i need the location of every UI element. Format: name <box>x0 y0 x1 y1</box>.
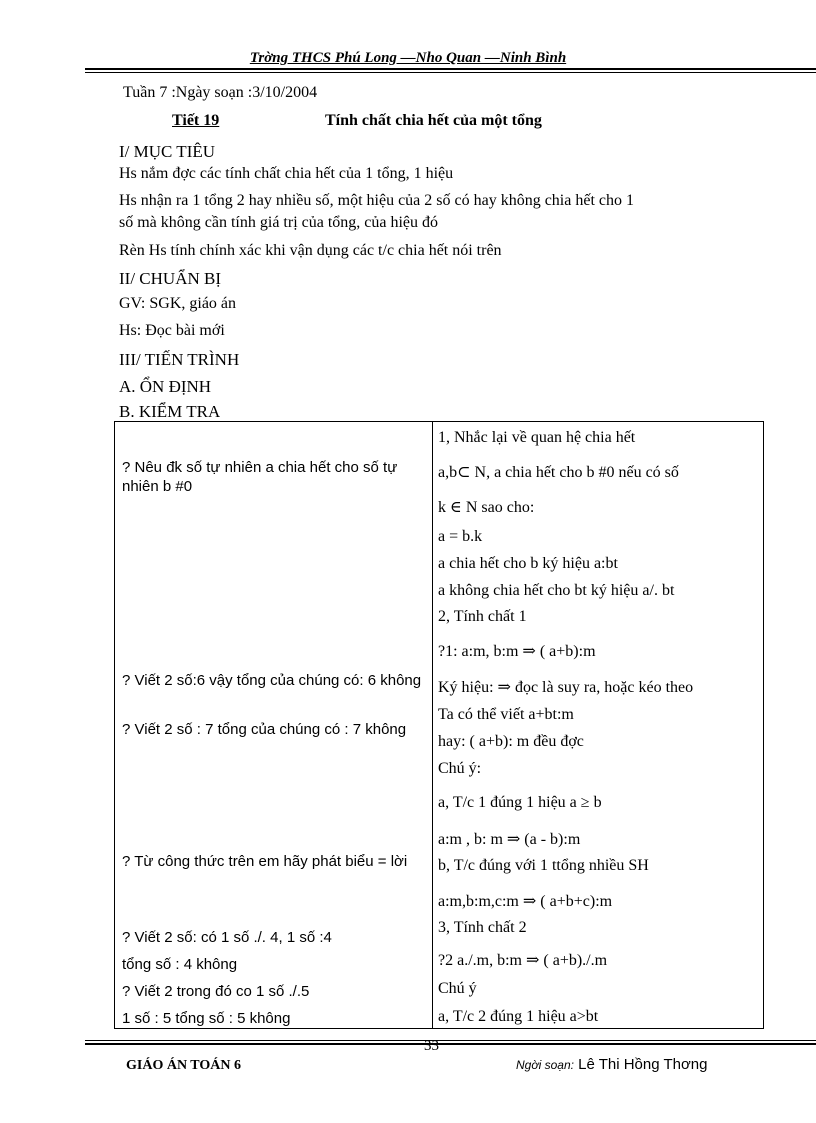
teacher-questions-cell <box>115 422 433 1029</box>
header-rule-bottom <box>85 72 816 73</box>
answer-line-9: Ký hiệu: ⇒ đọc là suy ra, hoặc kéo theo <box>438 679 694 696</box>
question-3: ? Viết 2 số : 7 tổng của chúng có : 7 không <box>122 721 407 738</box>
answer-line-16: a:m,b:m,c:m ⇒ ( a+b+c):m <box>438 893 613 910</box>
step-a: A. ỔN ĐỊNH <box>119 377 212 396</box>
answer-line-5: a chia hết cho b ký hiệu a:bt <box>438 555 618 572</box>
footer-author <box>516 1056 708 1073</box>
question-5: ? Viết 2 số: có 1 số ./. 4, 1 số :4 <box>122 929 332 946</box>
question-4: ? Từ công thức trên em hãy phát biểu = lời <box>122 853 408 870</box>
process-heading: III/ TIẾN TRÌNH <box>119 350 240 369</box>
answer-line-20: a, T/c 2 đúng 1 hiệu a>bt <box>438 1008 599 1025</box>
objectives-heading: I/ MỤC TIÊU <box>119 142 216 161</box>
answer-line-1: 1, Nhắc lại về quan hệ chia hết <box>438 429 636 446</box>
question-6: tổng số : 4 không <box>122 956 238 973</box>
page-number: 33 <box>424 1038 439 1054</box>
prep-hs: Hs: Đọc bài mới <box>119 322 225 339</box>
footer-rule-top <box>85 1040 816 1041</box>
answer-line-4: a = b.k <box>438 528 483 545</box>
answer-line-15: b, T/c đúng với 1 ttổng nhiều SH <box>438 857 649 874</box>
week-date: Tuần 7 :Ngày soạn :3/10/2004 <box>123 84 318 101</box>
answer-line-10: Ta có thể viết a+bt:m <box>438 706 574 723</box>
objective-2b: số mà không cần tính giá trị của tổng, của hiệu đó <box>119 214 439 231</box>
lesson-title: Tính chất chia hết của một tổng <box>325 112 542 129</box>
school-header: Trờng THCS Phú Long —Nho Quan —Ninh Bình <box>249 50 567 66</box>
author-name: Lê Thi Hồng Thơng <box>578 1056 708 1073</box>
step-b: B. KIỂM TRA <box>119 402 221 421</box>
answer-line-18: ?2 a./.m, b:m ⇒ ( a+b)./.m <box>438 952 608 969</box>
answer-line-11: hay: ( a+b): m đều đợc <box>438 733 584 750</box>
answer-line-17: 3, Tính chất 2 <box>438 919 527 936</box>
table-row <box>115 422 764 1029</box>
question-8: 1 số : 5 tổng số : 5 không <box>122 1010 291 1027</box>
question-2: ? Viết 2 số:6 vậy tổng của chúng có: 6 không <box>122 672 422 689</box>
student-answers-cell <box>433 422 764 1029</box>
objective-3: Rèn Hs tính chính xác khi vận dụng các t/c chia hết nói trên <box>119 242 502 259</box>
prep-gv: GV: SGK, giáo án <box>119 295 237 312</box>
answer-line-2: a,b⊂ N, a chia hết cho b #0 nếu có số <box>438 464 679 481</box>
header-rule-top <box>85 68 816 70</box>
footer-title: GIÁO ÁN TOÁN 6 <box>126 1058 242 1073</box>
answer-line-6: a không chia hết cho bt ký hiệu a/. bt <box>438 582 675 599</box>
answer-line-14: a:m , b: m ⇒ (a - b):m <box>438 831 581 848</box>
question-7: ? Viết 2 trong đó co 1 số ./.5 <box>122 983 310 1000</box>
answer-line-13: a, T/c 1 đúng 1 hiệu a ≥ b <box>438 794 602 811</box>
answer-line-3: k ∈ N sao cho: <box>438 499 535 516</box>
answer-line-8: ?1: a:m, b:m ⇒ ( a+b):m <box>438 643 596 660</box>
answer-line-12: Chú ý: <box>438 760 482 777</box>
objective-2a: Hs nhận ra 1 tổng 2 hay nhiều số, một hiệu của 2 số có hay không chia hết cho 1 <box>119 192 634 209</box>
lesson-number: Tiết 19 <box>172 112 220 129</box>
prep-heading: II/ CHUẨN BỊ <box>119 269 221 288</box>
lesson-table <box>114 421 764 1029</box>
objective-1: Hs nắm đợc các tính chất chia hết của 1 tổng, 1 hiệu <box>119 165 454 182</box>
footer-rule-bottom <box>85 1043 816 1045</box>
answer-line-7: 2, Tính chất 1 <box>438 608 527 625</box>
author-label: Ngời soạn: <box>516 1058 574 1072</box>
question-1: ? Nêu đk số tự nhiên a chia hết cho số tự nhiên b #0 <box>122 459 398 495</box>
answer-line-19: Chú ý <box>438 980 477 997</box>
